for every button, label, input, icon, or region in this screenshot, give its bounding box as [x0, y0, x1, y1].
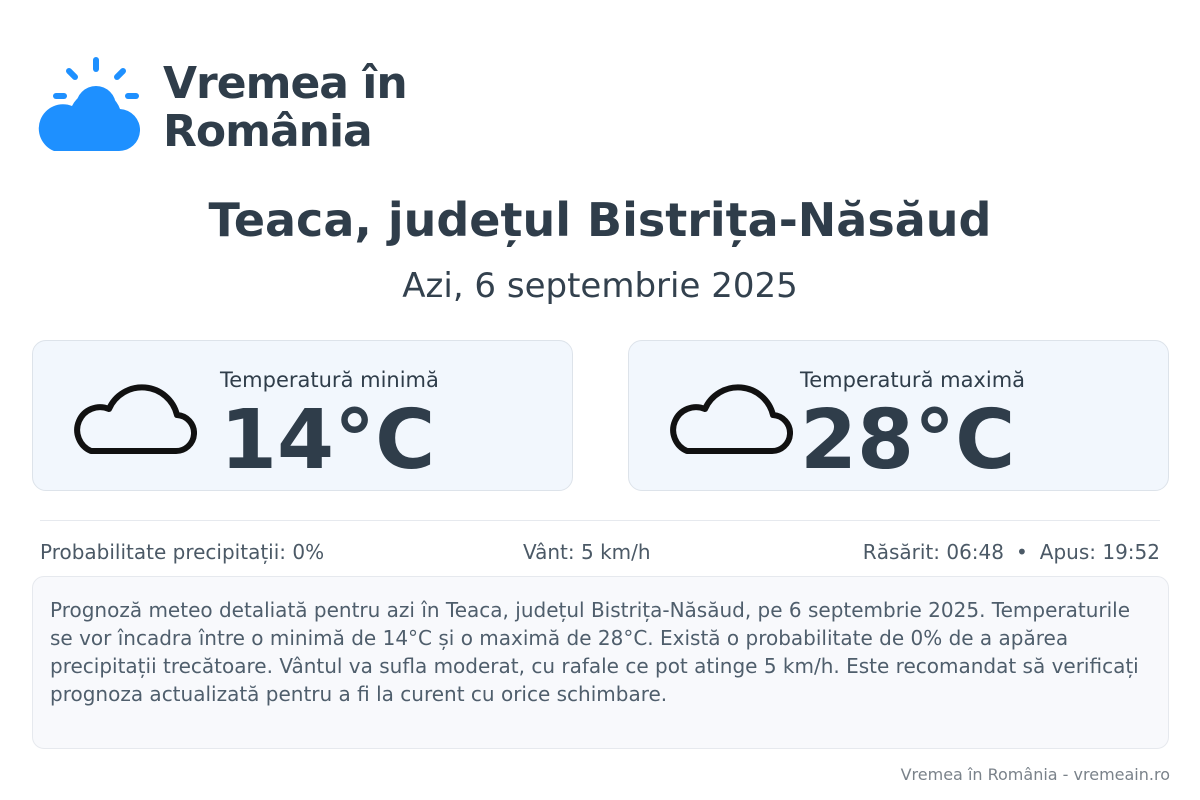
brand-logo[interactable]	[36, 54, 456, 158]
min-temperature-value: 14°C	[220, 393, 436, 488]
location-title: Teaca, județul Bistrița-Năsăud	[208, 193, 992, 247]
min-temperature-label: Temperatură minimă	[220, 368, 439, 392]
date-label: Azi, 6 septembrie 2025	[402, 266, 798, 306]
weather-stats	[40, 540, 1160, 568]
footer-credit[interactable]: Vremea în România - vremeain.ro	[900, 765, 1170, 784]
max-temperature-value: 28°C	[800, 393, 1016, 488]
min-temperature-card	[32, 340, 573, 491]
divider	[40, 520, 1160, 521]
max-temperature-card	[628, 340, 1169, 491]
sun-behind-cloud-icon	[36, 54, 146, 154]
precipitation-probability: Probabilitate precipitații: 0%	[40, 540, 325, 564]
forecast-description: Prognoză meteo detaliată pentru azi în Teaca, județul Bistrița-Năsăud, pe 6 septembrie 2025. Temperaturile se vor încadra între o minimă de 14°C și o maximă de 28°C. Există o probabilitate de 0% de a apărea precipitații trecătoare. Vântul va sufla moderat, cu rafale ce pot atinge 5 km/h. Este recomandat să verificați prognoza actualizată pentru a fi la curent cu orice schimbare.	[32, 576, 1169, 749]
brand-name-line1: Vremea în	[163, 58, 407, 109]
wind-speed: Vânt: 5 km/h	[523, 540, 651, 564]
cloud-icon	[669, 375, 793, 455]
sunrise-time: Răsărit: 06:48	[862, 540, 1004, 564]
separator-bullet: •	[1015, 540, 1028, 564]
brand-name	[163, 60, 407, 156]
sun-times	[863, 540, 1160, 564]
sunset-time: Apus: 19:52	[1039, 540, 1160, 564]
max-temperature-label: Temperatură maximă	[800, 368, 1026, 392]
cloud-icon	[73, 375, 197, 455]
brand-name-line2: România	[163, 106, 372, 157]
